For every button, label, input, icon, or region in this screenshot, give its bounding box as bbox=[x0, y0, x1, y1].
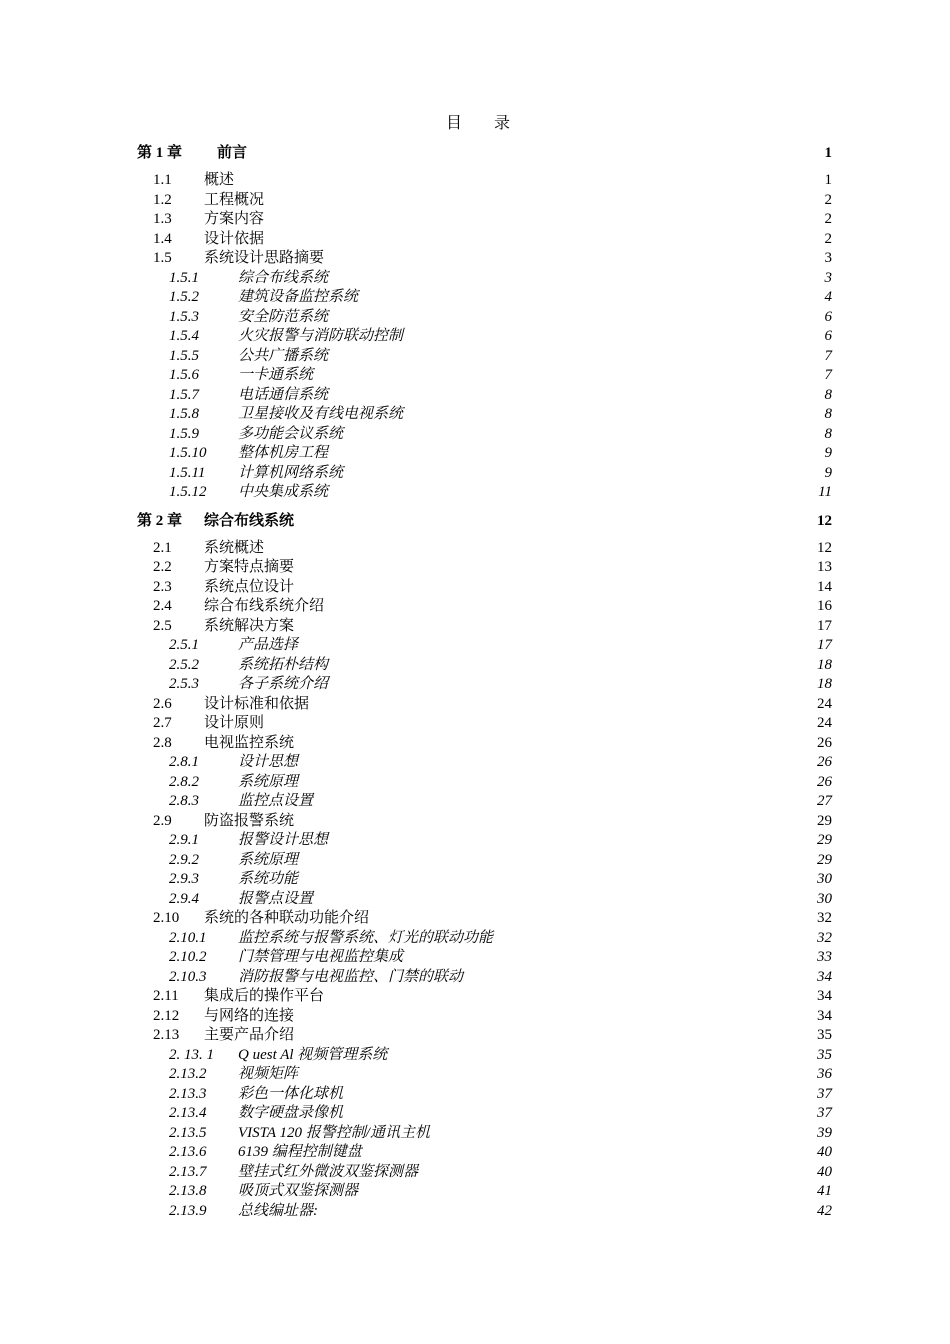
toc-entry-title: 电视监控系统 bbox=[204, 734, 295, 751]
toc-entry-title: 设计思想 bbox=[238, 754, 299, 770]
toc-entry-page-number: 2 bbox=[824, 191, 832, 208]
toc-entry-number: 1.2 bbox=[153, 191, 172, 208]
toc-entry-title: 前言 bbox=[217, 145, 248, 161]
toc-entry-number: 1.5.8 bbox=[169, 406, 199, 422]
toc-entry-number: 1.1 bbox=[153, 172, 172, 188]
toc-subsection-entry[interactable] bbox=[137, 1046, 832, 1066]
toc-entry-title: 与网络的连接 bbox=[204, 1007, 295, 1024]
toc-entry-page-number: 40 bbox=[817, 1163, 832, 1180]
toc-entry-number: 2.3 bbox=[153, 578, 172, 595]
toc-entry-page-number: 14 bbox=[817, 578, 832, 595]
toc-entry-page-number: 17 bbox=[817, 637, 832, 653]
toc-entry-number: 2.8.3 bbox=[169, 793, 199, 809]
toc-entry-title: 电话通信系统 bbox=[238, 386, 329, 403]
toc-entry-number: 2.12 bbox=[153, 1007, 180, 1024]
toc-entry-number: 2.5.2 bbox=[169, 656, 199, 673]
toc-subsection-entry[interactable] bbox=[137, 1104, 832, 1124]
toc-entry-title: 集成后的操作平台 bbox=[204, 988, 325, 1004]
toc-subsection-entry[interactable] bbox=[137, 425, 832, 445]
toc-section-entry[interactable] bbox=[137, 171, 832, 191]
toc-subsection-entry[interactable] bbox=[137, 464, 832, 484]
table-of-contents bbox=[137, 142, 832, 1221]
toc-entry-page-number: 12 bbox=[817, 539, 832, 556]
toc-entry-title: 公共广播系统 bbox=[238, 347, 329, 364]
toc-subsection-entry[interactable] bbox=[137, 483, 832, 503]
toc-entry-page-number: 1 bbox=[824, 145, 832, 161]
toc-subsection-entry[interactable] bbox=[137, 890, 832, 910]
toc-subsection-entry[interactable] bbox=[137, 308, 832, 328]
toc-entry-number: 2.5.3 bbox=[169, 676, 199, 692]
toc-entry-page-number: 41 bbox=[817, 1183, 832, 1199]
toc-entry-page-number: 24 bbox=[817, 695, 832, 712]
toc-subsection-entry[interactable] bbox=[137, 405, 832, 425]
toc-entry-title: 一卡通系统 bbox=[238, 367, 314, 383]
toc-entry-page-number: 8 bbox=[824, 425, 832, 442]
toc-entry-title: 门禁管理与电视监控集成 bbox=[238, 949, 404, 965]
toc-entry-title: 综合布线系统 bbox=[238, 269, 329, 286]
toc-entry-page-number: 11 bbox=[818, 484, 832, 500]
toc-entry-page-number: 26 bbox=[817, 734, 832, 751]
toc-entry-page-number: 12 bbox=[817, 512, 832, 529]
toc-entry-number: 1.5.1 bbox=[169, 269, 199, 286]
toc-entry-number: 1.5 bbox=[153, 250, 172, 266]
toc-entry-title: 系统原理 bbox=[238, 851, 299, 868]
toc-entry-page-number: 4 bbox=[824, 289, 832, 305]
toc-entry-title: 各子系统介绍 bbox=[238, 676, 329, 692]
toc-entry-number: 2.10 bbox=[153, 910, 180, 926]
toc-entry-number: 2.8.2 bbox=[169, 773, 199, 790]
toc-entry-title: 系统拓朴结构 bbox=[238, 656, 329, 673]
toc-entry-number: 2.13.5 bbox=[169, 1124, 207, 1141]
toc-entry-page-number: 29 bbox=[817, 851, 832, 868]
toc-subsection-entry[interactable] bbox=[137, 851, 832, 871]
toc-entry-page-number: 30 bbox=[817, 890, 832, 907]
toc-section-entry[interactable] bbox=[137, 812, 832, 832]
toc-entry-page-number: 18 bbox=[817, 676, 832, 692]
toc-entry-page-number: 34 bbox=[817, 1007, 832, 1024]
toc-entry-page-number: 36 bbox=[817, 1066, 832, 1082]
toc-section-entry[interactable] bbox=[137, 1026, 832, 1046]
toc-entry-page-number: 2 bbox=[824, 211, 832, 227]
toc-entry-page-number: 39 bbox=[817, 1124, 832, 1141]
toc-section-entry[interactable] bbox=[137, 558, 832, 578]
toc-section-entry[interactable] bbox=[137, 210, 832, 230]
toc-entry-page-number: 37 bbox=[817, 1105, 832, 1121]
toc-entry-number: 2.1 bbox=[153, 539, 172, 556]
toc-entry-number: 1.5.3 bbox=[169, 308, 199, 325]
toc-entry-number: 1.5.4 bbox=[169, 328, 199, 344]
toc-entry-page-number: 33 bbox=[817, 949, 832, 965]
toc-entry-title: 监控点设置 bbox=[238, 793, 314, 809]
toc-entry-page-number: 2 bbox=[824, 230, 832, 247]
toc-entry-number: 2.5.1 bbox=[169, 637, 199, 653]
toc-entry-number: 2.9.1 bbox=[169, 832, 199, 848]
toc-entry-number: 2. 13. 1 bbox=[169, 1046, 214, 1063]
toc-entry-page-number: 35 bbox=[817, 1027, 832, 1043]
toc-subsection-entry[interactable] bbox=[137, 269, 832, 289]
toc-entry-title: 综合布线系统 bbox=[204, 512, 295, 529]
toc-entry-number: 1.4 bbox=[153, 230, 172, 247]
toc-section-entry[interactable] bbox=[137, 597, 832, 617]
toc-entry-page-number: 32 bbox=[817, 929, 832, 946]
toc-entry-page-number: 27 bbox=[817, 793, 832, 809]
toc-entry-page-number: 13 bbox=[817, 559, 832, 575]
toc-entry-title: Q uest Al 视频管理系统 bbox=[238, 1046, 388, 1063]
toc-entry-number: 2.2 bbox=[153, 559, 172, 575]
toc-section-entry[interactable] bbox=[137, 734, 832, 754]
toc-entry-title: 卫星接收及有线电视系统 bbox=[238, 406, 404, 422]
toc-subsection-entry[interactable] bbox=[137, 1065, 832, 1085]
toc-entry-title: 整体机房工程 bbox=[238, 445, 329, 461]
toc-entry-page-number: 29 bbox=[817, 832, 832, 848]
toc-entry-number: 2.13 bbox=[153, 1027, 180, 1043]
toc-entry-number: 2.5 bbox=[153, 617, 172, 634]
toc-entry-title: 多功能会议系统 bbox=[238, 425, 344, 442]
toc-entry-title: 吸顶式双鉴探测器 bbox=[238, 1183, 359, 1199]
toc-entry-number: 第 2 章 bbox=[137, 512, 183, 529]
toc-subsection-entry[interactable] bbox=[137, 636, 832, 656]
toc-entry-title: 系统的各种联动功能介绍 bbox=[204, 910, 370, 926]
toc-entry-title: 系统功能 bbox=[238, 871, 299, 887]
toc-entry-page-number: 30 bbox=[817, 871, 832, 887]
toc-entry-title: 系统解决方案 bbox=[204, 617, 295, 634]
toc-entry-number: 2.13.7 bbox=[169, 1163, 207, 1180]
toc-subsection-entry[interactable] bbox=[137, 347, 832, 367]
toc-entry-page-number: 6 bbox=[824, 308, 832, 325]
toc-entry-title: 6139 编程控制键盘 bbox=[238, 1144, 362, 1160]
toc-entry-number: 2.13.3 bbox=[169, 1085, 207, 1102]
toc-entry-page-number: 1 bbox=[824, 172, 832, 188]
toc-section-entry[interactable] bbox=[137, 230, 832, 250]
toc-entry-title: 系统点位设计 bbox=[204, 578, 295, 595]
toc-entry-title: 设计原则 bbox=[204, 715, 265, 731]
toc-entry-title: 系统设计思路摘要 bbox=[204, 250, 325, 266]
toc-entry-title: 产品选择 bbox=[238, 637, 299, 653]
toc-entry-page-number: 9 bbox=[824, 445, 832, 461]
toc-entry-number: 2.11 bbox=[153, 988, 179, 1004]
toc-subsection-entry[interactable] bbox=[137, 1163, 832, 1183]
toc-entry-title: 方案特点摘要 bbox=[204, 559, 295, 575]
toc-entry-number: 2.9 bbox=[153, 812, 172, 829]
toc-entry-page-number: 37 bbox=[817, 1085, 832, 1102]
toc-entry-title: 总线编址器: bbox=[238, 1202, 318, 1219]
toc-subsection-entry[interactable] bbox=[137, 1085, 832, 1105]
toc-entry-number: 1.5.11 bbox=[169, 464, 206, 481]
toc-entry-page-number: 9 bbox=[824, 464, 832, 481]
toc-subsection-entry[interactable] bbox=[137, 444, 832, 464]
toc-title: 目 录 bbox=[445, 115, 524, 132]
toc-entry-number: 1.3 bbox=[153, 211, 172, 227]
toc-section-entry[interactable] bbox=[137, 578, 832, 598]
toc-entry-number: 1.5.6 bbox=[169, 367, 199, 383]
toc-section-entry[interactable] bbox=[137, 617, 832, 637]
toc-entry-page-number: 26 bbox=[817, 754, 832, 770]
toc-subsection-entry[interactable] bbox=[137, 968, 832, 988]
toc-entry-number: 2.4 bbox=[153, 598, 172, 614]
toc-entry-title: 概述 bbox=[204, 172, 235, 188]
toc-subsection-entry[interactable] bbox=[137, 288, 832, 308]
toc-entry-number: 2.13.9 bbox=[169, 1202, 207, 1219]
toc-section-entry[interactable] bbox=[137, 539, 832, 559]
toc-entry-number: 1.5.7 bbox=[169, 386, 199, 403]
toc-entry-number: 2.8 bbox=[153, 734, 172, 751]
toc-subsection-entry[interactable] bbox=[137, 792, 832, 812]
toc-entry-number: 2.6 bbox=[153, 695, 172, 712]
toc-entry-page-number: 29 bbox=[817, 812, 832, 829]
toc-entry-page-number: 40 bbox=[817, 1144, 832, 1160]
toc-section-entry[interactable] bbox=[137, 987, 832, 1007]
toc-entry-title: 壁挂式红外微波双鉴探测器 bbox=[238, 1163, 419, 1180]
toc-entry-title: 计算机网络系统 bbox=[238, 464, 344, 481]
toc-subsection-entry[interactable] bbox=[137, 675, 832, 695]
toc-entry-title: 设计依据 bbox=[204, 230, 265, 247]
toc-section-entry[interactable] bbox=[137, 909, 832, 929]
toc-subsection-entry[interactable] bbox=[137, 656, 832, 676]
toc-entry-page-number: 26 bbox=[817, 773, 832, 790]
toc-entry-page-number: 7 bbox=[824, 367, 832, 383]
toc-entry-number: 2.9.2 bbox=[169, 851, 199, 868]
toc-entry-page-number: 8 bbox=[824, 386, 832, 403]
toc-entry-page-number: 3 bbox=[824, 250, 832, 266]
toc-entry-page-number: 34 bbox=[817, 968, 832, 985]
toc-section-entry[interactable] bbox=[137, 1007, 832, 1027]
toc-entry-number: 2.10.3 bbox=[169, 968, 207, 985]
toc-subsection-entry[interactable] bbox=[137, 948, 832, 968]
toc-entry-number: 2.7 bbox=[153, 715, 172, 731]
toc-entry-page-number: 24 bbox=[817, 715, 832, 731]
toc-entry-number: 2.10.2 bbox=[169, 949, 207, 965]
toc-entry-title: 综合布线系统介绍 bbox=[204, 598, 325, 614]
toc-entry-title: VISTA 120 报警控制/通讯主机 bbox=[238, 1124, 430, 1141]
toc-entry-title: 视频矩阵 bbox=[238, 1066, 299, 1082]
toc-entry-page-number: 32 bbox=[817, 910, 832, 926]
toc-entry-number: 2.13.6 bbox=[169, 1144, 207, 1160]
toc-entry-page-number: 6 bbox=[824, 328, 832, 344]
toc-entry-title: 防盗报警系统 bbox=[204, 812, 295, 829]
toc-chapter-entry[interactable] bbox=[137, 142, 832, 164]
toc-entry-number: 1.5.9 bbox=[169, 425, 199, 442]
toc-subsection-entry[interactable] bbox=[137, 870, 832, 890]
toc-subsection-entry[interactable] bbox=[137, 753, 832, 773]
toc-entry-number: 2.8.1 bbox=[169, 754, 199, 770]
toc-entry-title: 建筑设备监控系统 bbox=[238, 289, 359, 305]
toc-entry-number: 2.13.4 bbox=[169, 1105, 207, 1121]
toc-subsection-entry[interactable] bbox=[137, 1202, 832, 1222]
toc-entry-number: 2.9.3 bbox=[169, 871, 199, 887]
toc-entry-page-number: 16 bbox=[817, 598, 832, 614]
toc-section-entry[interactable] bbox=[137, 695, 832, 715]
toc-entry-title: 系统概述 bbox=[204, 539, 265, 556]
toc-entry-page-number: 3 bbox=[824, 269, 832, 286]
toc-entry-title: 报警点设置 bbox=[238, 890, 314, 907]
toc-entry-title: 工程概况 bbox=[204, 191, 265, 208]
toc-entry-number: 2.13.2 bbox=[169, 1066, 207, 1082]
toc-subsection-entry[interactable] bbox=[137, 366, 832, 386]
toc-entry-title: 方案内容 bbox=[204, 211, 265, 227]
toc-entry-title: 报警设计思想 bbox=[238, 832, 329, 848]
toc-entry-number: 2.13.8 bbox=[169, 1183, 207, 1199]
toc-entry-page-number: 17 bbox=[817, 617, 832, 634]
toc-entry-title: 设计标准和依据 bbox=[204, 695, 310, 712]
toc-chapter-entry[interactable] bbox=[137, 510, 832, 532]
toc-subsection-entry[interactable] bbox=[137, 386, 832, 406]
toc-entry-title: 安全防范系统 bbox=[238, 308, 329, 325]
toc-entry-title: 系统原理 bbox=[238, 773, 299, 790]
toc-entry-page-number: 18 bbox=[817, 656, 832, 673]
toc-subsection-entry[interactable] bbox=[137, 831, 832, 851]
toc-entry-number: 2.10.1 bbox=[169, 929, 207, 946]
toc-entry-title: 监控系统与报警系统、灯光的联动功能 bbox=[238, 929, 494, 946]
toc-entry-title: 火灾报警与消防联动控制 bbox=[238, 328, 404, 344]
toc-subsection-entry[interactable] bbox=[137, 1182, 832, 1202]
toc-entry-number: 第 1 章 bbox=[137, 145, 183, 161]
toc-subsection-entry[interactable] bbox=[137, 327, 832, 347]
toc-entry-page-number: 34 bbox=[817, 988, 832, 1004]
toc-entry-number: 1.5.5 bbox=[169, 347, 199, 364]
toc-section-entry[interactable] bbox=[137, 249, 832, 269]
toc-entry-number: 1.5.2 bbox=[169, 289, 199, 305]
toc-entry-title: 中央集成系统 bbox=[238, 484, 329, 500]
toc-entry-page-number: 35 bbox=[817, 1046, 832, 1063]
toc-subsection-entry[interactable] bbox=[137, 929, 832, 949]
toc-entry-title: 彩色一体化球机 bbox=[238, 1085, 344, 1102]
toc-entry-title: 数字硬盘录像机 bbox=[238, 1105, 344, 1121]
toc-subsection-entry[interactable] bbox=[137, 1124, 832, 1144]
toc-subsection-entry[interactable] bbox=[137, 773, 832, 793]
toc-entry-page-number: 7 bbox=[824, 347, 832, 364]
toc-section-entry[interactable] bbox=[137, 714, 832, 734]
toc-entry-title: 主要产品介绍 bbox=[204, 1027, 295, 1043]
toc-entry-number: 1.5.12 bbox=[169, 484, 207, 500]
toc-entry-number: 1.5.10 bbox=[169, 445, 207, 461]
toc-entry-title: 消防报警与电视监控、门禁的联动 bbox=[238, 968, 464, 985]
toc-entry-page-number: 8 bbox=[824, 406, 832, 422]
toc-entry-number: 2.9.4 bbox=[169, 890, 199, 907]
toc-entry-page-number: 42 bbox=[817, 1202, 832, 1219]
toc-subsection-entry[interactable] bbox=[137, 1143, 832, 1163]
toc-section-entry[interactable] bbox=[137, 191, 832, 211]
